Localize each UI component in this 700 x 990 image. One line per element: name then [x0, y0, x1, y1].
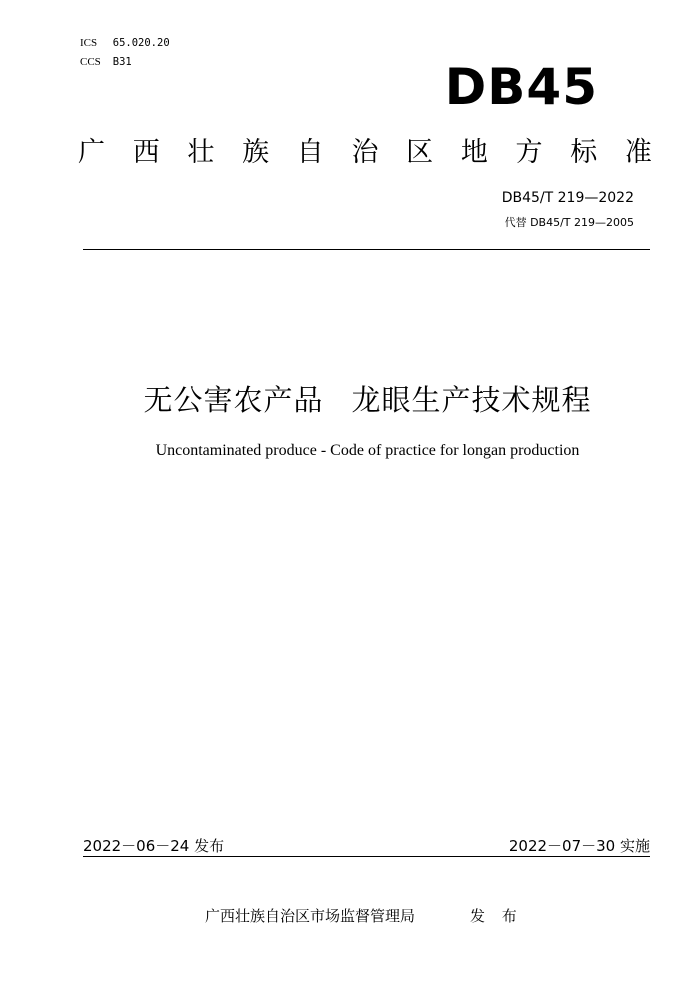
- ics-value: 65.020.20: [112, 37, 170, 49]
- implementation-date: 2022－07－30 实施: [508, 837, 650, 855]
- ccs-value: B31: [112, 56, 132, 68]
- publish-label: 发 布: [470, 907, 523, 925]
- bottom-divider: [83, 856, 650, 857]
- classification-codes: [80, 34, 170, 72]
- standard-type-char: 西: [132, 137, 160, 168]
- replaces-standard: 代替 DB45/T 219—2005: [504, 216, 634, 229]
- db45-logo: DB45: [444, 58, 598, 116]
- standard-number: DB45/T 219—2022: [501, 190, 634, 206]
- standard-type-char: 壮: [187, 137, 215, 168]
- top-divider: [83, 249, 650, 250]
- ccs-label: CCS: [80, 56, 101, 68]
- ccs-row: [80, 53, 170, 72]
- standard-type-char: 方: [515, 137, 543, 168]
- standard-type-char: 族: [242, 137, 270, 168]
- title-part-2: 龙眼生产技术规程: [351, 383, 592, 417]
- ics-label: ICS: [80, 37, 98, 49]
- standard-type-char: 自: [296, 137, 324, 168]
- standard-type-char: 治: [351, 137, 379, 168]
- standard-type-char: 标: [570, 137, 598, 168]
- standard-type-char: 准: [624, 137, 652, 168]
- standard-type-heading: [60, 136, 670, 170]
- document-title: [0, 378, 700, 419]
- title-part-1: 无公害农产品: [143, 383, 324, 417]
- ics-row: [80, 34, 170, 53]
- standard-type-char: 广: [78, 137, 105, 168]
- publisher-name: 广西壮族自治区市场监督管理局: [205, 907, 416, 925]
- standard-type-char: 地: [460, 137, 488, 168]
- english-title: Uncontaminated produce - Code of practice for longan production: [155, 442, 580, 459]
- standard-type-char: 区: [406, 137, 434, 168]
- issue-date: 2022－06－24 发布: [83, 837, 225, 855]
